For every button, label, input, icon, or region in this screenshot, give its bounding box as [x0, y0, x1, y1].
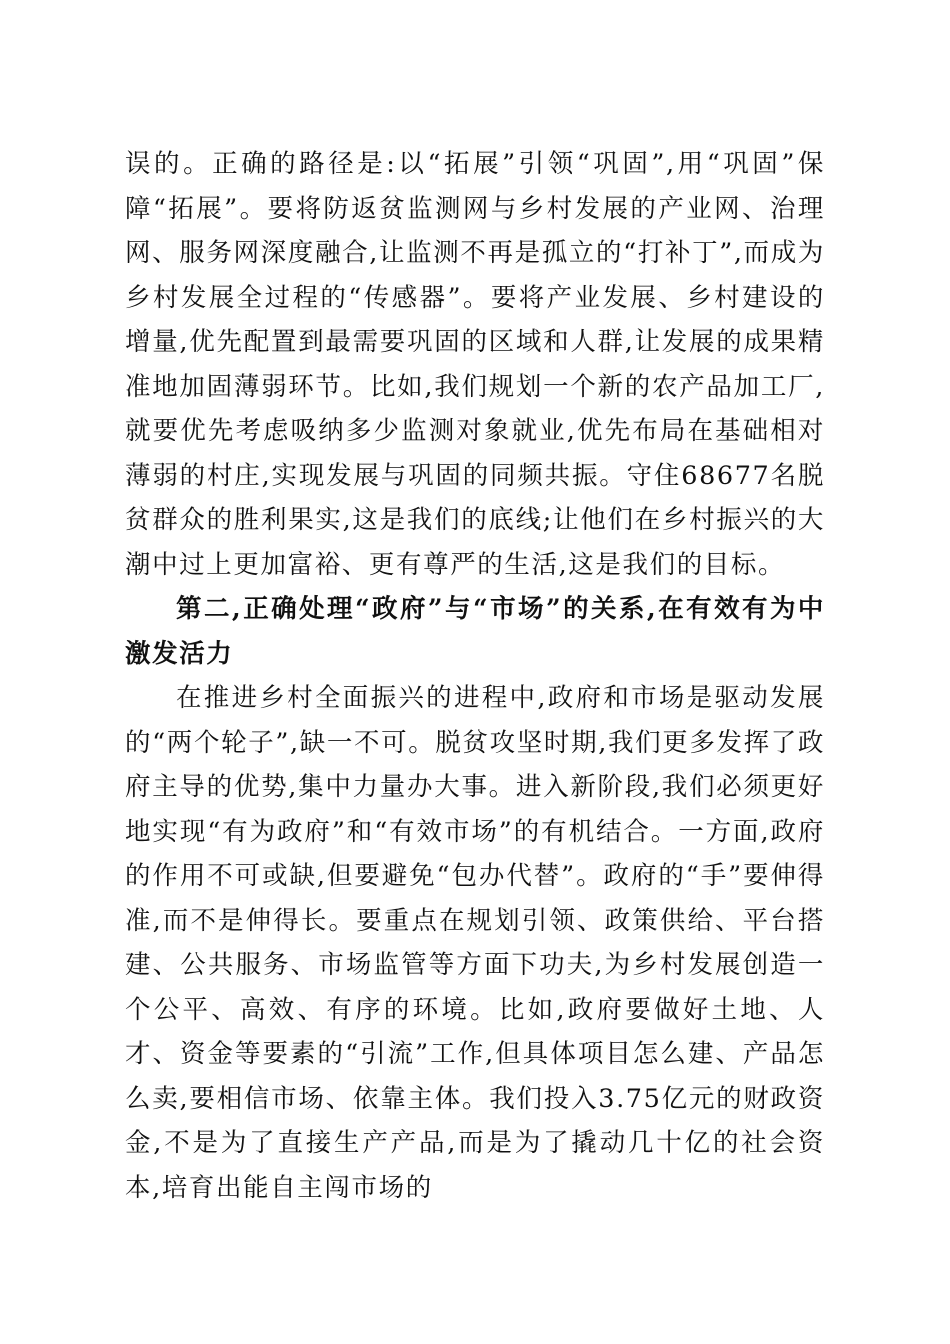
- paragraph-continuation: 误的。正确的路径是:以“拓展”引领“巩固”,用“巩固”保障“拓展”。要将防返贫监测网与乡村发展的产业网、治理网、服务网深度融合,让监测不再是孤立的“打补丁”,而成为乡村发展全过程的“传感器”。要将产业发展、乡村建设的增量,优先配置到最需要巩固的区域和人群,让发展的成果精准地加固薄弱环节。比如,我们规划一个新的农产品加工厂,就要优先考虑吸纳多少监测对象就业,优先布局在基础相对薄弱的村庄,实现发展与巩固的同频共振。守住68677名脱贫群众的胜利果实,这是我们的底线;让他们在乡村振兴的大潮中过上更加富裕、更有尊严的生活,这是我们的目标。: [125, 149, 825, 580]
- paragraph-government-market: 在推进乡村全面振兴的进程中,政府和市场是驱动发展的“两个轮子”,缺一不可。脱贫攻坚时期,我们更多发挥了政府主导的优势,集中力量办大事。进入新阶段,我们必须更好地实现“有为政府”和“有效市场”的有机结合。一方面,政府的作用不可或缺,但要避免“包办代替”。政府的“手”要伸得准,而不是伸得长。要重点在规划引领、政策供给、平台搭建、公共服务、市场监管等方面下功夫,为乡村发展创造一个公平、高效、有序的环境。比如,政府要做好土地、人才、资金等要素的“引流”工作,但具体项目怎么建、产品怎么卖,要相信市场、依靠主体。我们投入3.75亿元的财政资金,不是为了直接生产产品,而是为了撬动几十亿的社会资本,培育出能自主闯市场的: [125, 683, 825, 1203]
- section-heading: 第二,正确处理“政府”与“市场”的关系,在有效有为中激发活力: [125, 594, 825, 669]
- document-body: [125, 142, 825, 1210]
